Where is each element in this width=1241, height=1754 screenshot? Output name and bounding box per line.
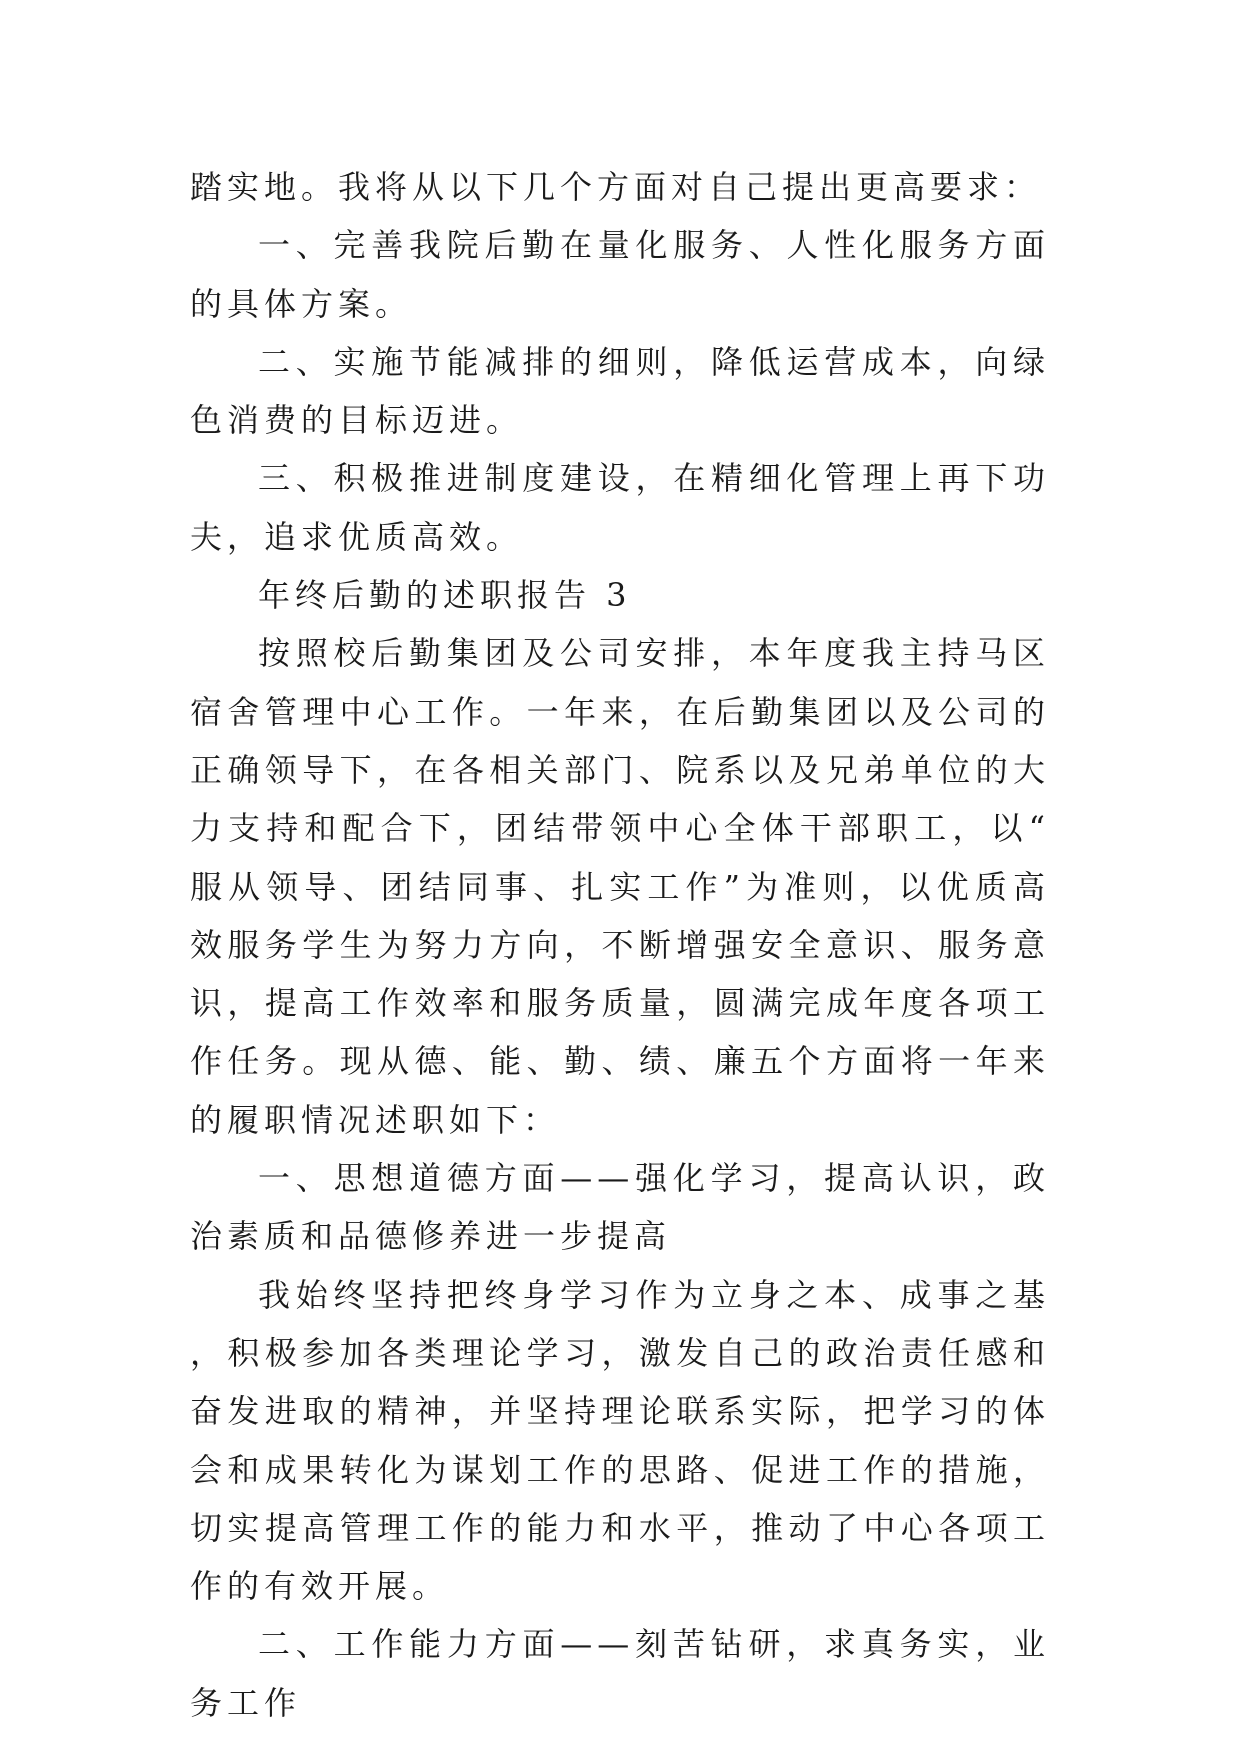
subheading-ability: 二、工作能力方面——刻苦钻研，求真务实，业务工作 [190, 1625, 1050, 1722]
paragraph-learning: 我始终坚持把终身学习作为立身之本、成事之基，积极参加各类理论学习，激发自己的政治责任感和奋发进取的精神，并坚持理论联系实际，把学习的体会和成果转化为谋划工作的思路、促进工作的措施，切实提高管理工作的能力和水平，推动了中心各项工作的有效开展。 [190, 1275, 1050, 1606]
section-heading: 年终后勤的述职报告 3 [258, 576, 632, 615]
paragraph-continuation: 踏实地。我将从以下几个方面对自己提出更高要求： [190, 168, 1042, 206]
paragraph-item-three: 三、积极推进制度建设，在精细化管理上再下功夫，追求优质高效。 [190, 459, 1050, 556]
subheading-moral: 一、思想道德方面——强化学习，提高认识，政治素质和品德修养进一步提高 [190, 1159, 1050, 1256]
paragraph-intro: 按照校后勤集团及公司安排，本年度我主持马区宿舍管理中心工作。一年来，在后勤集团以及公司的正确领导下，在各相关部门、院系以及兄弟单位的大力支持和配合下，团结带领中心全体干部职工，以“服从领导、团结同事、扎实工作”为准则，以优质高效服务学生为努力方向，不断增强安全意识、服务意识，提高工作效率和服务质量，圆满完成年度各项工作任务。现从德、能、勤、绩、廉五个方面将一年来的履职情况述职如下： [190, 634, 1050, 1139]
paragraph-item-two: 二、实施节能减排的细则，降低运营成本，向绿色消费的目标迈进。 [190, 342, 1050, 440]
paragraph-item-one: 一、完善我院后勤在量化服务、人性化服务方面的具体方案。 [190, 226, 1050, 323]
document-body [190, 158, 1050, 1732]
